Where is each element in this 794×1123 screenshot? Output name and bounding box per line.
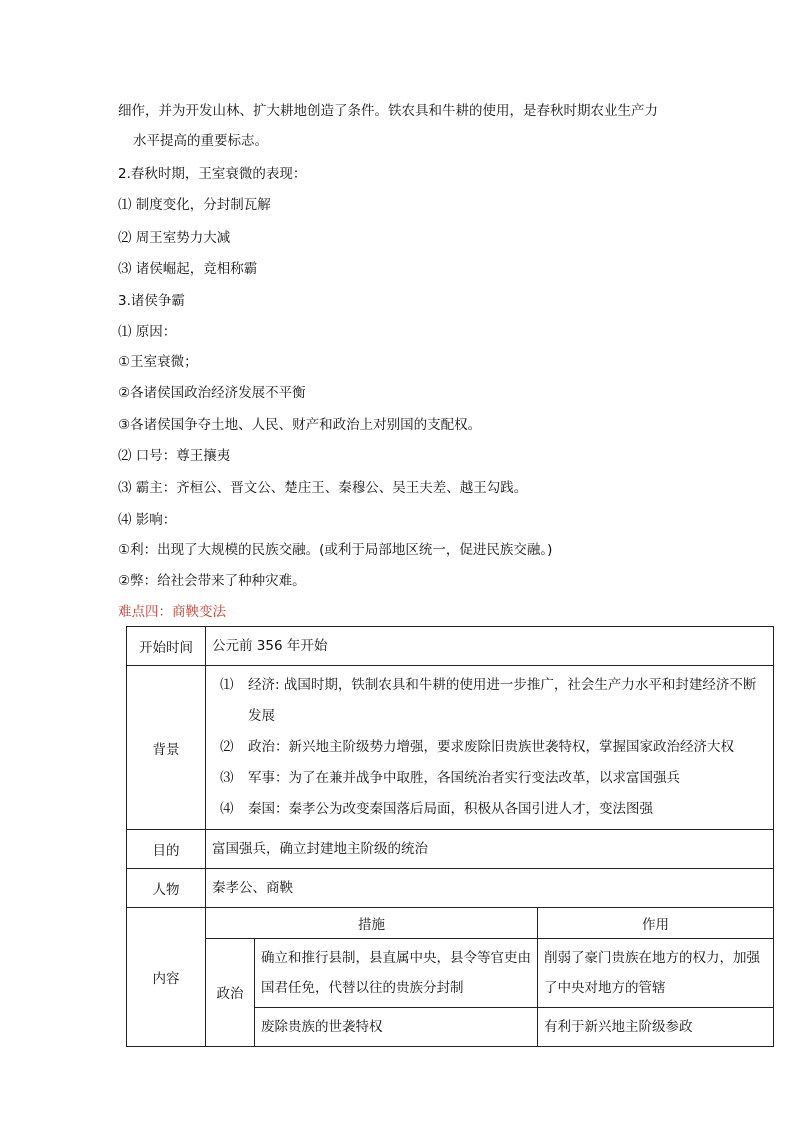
background-label: 背景	[127, 666, 206, 830]
politics-label: 政治	[206, 938, 255, 1046]
list-item: ③各诸侯国争夺土地、人民、财产和政治上对别国的支配权。	[118, 417, 482, 433]
content-subtable	[206, 908, 773, 1046]
list-item: ⑴ 制度变化，分封制瓦解	[118, 197, 271, 213]
list-item: ⑷ 影响：	[118, 512, 177, 528]
section-heading: 难点四：商鞅变法	[118, 604, 226, 620]
purpose-label: 目的	[127, 830, 206, 869]
list-item: ①王室衰微；	[118, 354, 198, 370]
list-item: ①利：出现了大规模的民族交融。(或利于局部地区统一，促进民族交融。)	[118, 542, 553, 558]
background-item: ⑶ 军事：为了在兼并战争中取胜，各国统治者实行变法改革，以求富国强兵	[220, 770, 680, 786]
content-cell	[206, 908, 774, 1047]
text-line: 水平提高的重要标志。	[133, 133, 268, 149]
list-item: ⑴ 原因：	[118, 324, 177, 340]
start-time-value: 公元前 356 年开始	[206, 627, 774, 666]
background-item: ⑷ 秦国：秦孝公为改变秦国落后局面，积极从各国引进人才，变法图强	[220, 801, 653, 817]
people-value: 秦孝公、商鞅	[206, 869, 774, 908]
background-item: ⑴ 经济: 战国时期，铁制农具和牛耕的使用进一步推广，社会生产力水平和封建经济不断发展	[220, 677, 757, 724]
list-item: ⑶ 霸主：齐桓公、晋文公、楚庄王、秦穆公、吴王夫差、越王勾践。	[118, 480, 528, 496]
effect-header: 作用	[538, 908, 774, 938]
background-list	[206, 666, 774, 830]
heading-2: 2.春秋时期，王室衰微的表现：	[118, 166, 307, 182]
measure-cell: 废除贵族的世袭特权	[255, 1007, 538, 1046]
reform-table	[126, 626, 774, 1047]
measures-header: 措施	[206, 908, 538, 938]
background-item: ⑵ 政治：新兴地主阶级势力增强，要求废除旧贵族世袭特权，掌握国家政治经济大权	[220, 739, 734, 755]
list-item: ⑵ 周王室势力大减	[118, 230, 231, 246]
list-item: ②弊：给社会带来了种种灾难。	[118, 573, 306, 589]
effect-cell: 削弱了豪门贵族在地方的权力，加强了中央对地方的管辖	[538, 938, 774, 1007]
list-item: ⑵ 口号：尊王攘夷	[118, 448, 231, 464]
heading-3: 3.诸侯争霸	[118, 293, 185, 309]
effect-cell: 有利于新兴地主阶级参政	[538, 1007, 774, 1046]
content-label: 内容	[127, 908, 206, 1047]
people-label: 人物	[127, 869, 206, 908]
text-line: 细作，并为开发山林、扩大耕地创造了条件。铁农具和牛耕的使用，是春秋时期农业生产力	[118, 103, 658, 119]
start-time-label: 开始时间	[127, 627, 206, 666]
list-item: ⑶ 诸侯崛起，竞相称霸	[118, 261, 258, 277]
measure-cell: 确立和推行县制，县直属中央，县令等官吏由国君任免，代替以往的贵族分封制	[255, 938, 538, 1007]
purpose-value: 富国强兵，确立封建地主阶级的统治	[206, 830, 774, 869]
list-item: ②各诸侯国政治经济发展不平衡	[118, 385, 306, 401]
